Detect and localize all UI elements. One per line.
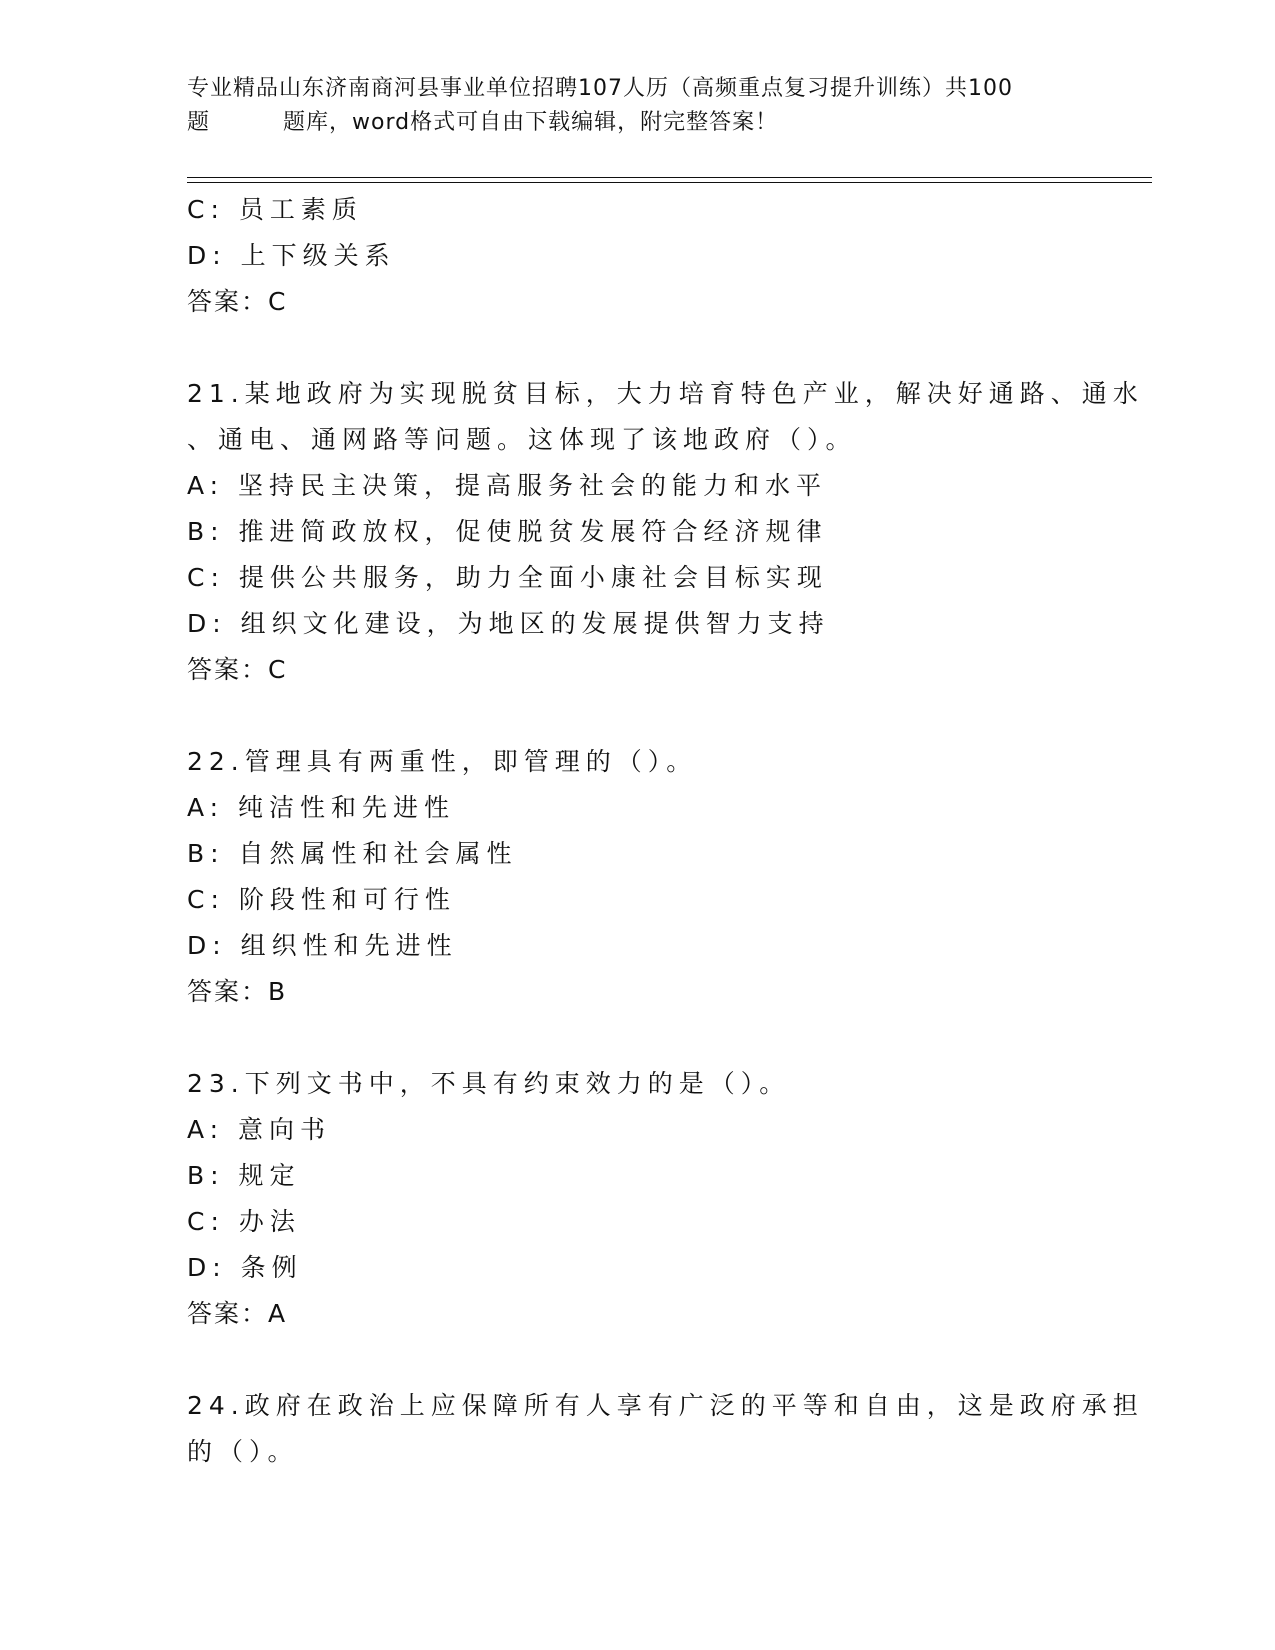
spacer [187,1337,1087,1383]
option-c: C: 提供公共服务，助力全面小康社会目标实现 [187,563,828,592]
spacer [187,693,1087,739]
option-a: A: 意向书 [187,1115,332,1144]
prev-answer: 答案：C [187,287,288,316]
question-22 [187,739,1087,1015]
option-d: D: 条例 [187,1253,303,1282]
header-divider-top [187,177,1152,178]
header-title-line2 [187,106,1087,140]
question-23 [187,1061,1087,1337]
header-divider-bottom [187,182,1152,183]
prev-option-c: C: 员工素质 [187,195,363,224]
question-stem: 22.管理具有两重性，即管理的（）。 [187,747,698,776]
question-stem: 23.下列文书中，不具有约束效力的是（）。 [187,1069,791,1098]
option-a: A: 坚持民主决策，提高服务社会的能力和水平 [187,471,828,500]
header-title-continuation: 题库，word格式可自由下载编辑，附完整答案！ [283,110,779,135]
question-21 [187,371,1144,693]
prev-option-d: D: 上下级关系 [187,241,396,270]
option-b: B: 自然属性和社会属性 [187,839,518,868]
option-c: C: 阶段性和可行性 [187,885,456,914]
option-a: A: 纯洁性和先进性 [187,793,456,822]
document-body [187,187,1144,1475]
question-stem-continued: 、通电、通网路等问题。这体现了该地政府（）。 [187,425,857,454]
option-b: B: 规定 [187,1161,301,1190]
option-d: D: 组织文化建设，为地区的发展提供智力支持 [187,609,830,638]
option-c: C: 办法 [187,1207,301,1236]
header-title-line1: 专业精品山东济南商河县事业单位招聘107人历（高频重点复习提升训练）共100 [187,76,1013,101]
question-stem: 21.某地政府为实现脱贫目标，大力培育特色产业，解决好通路、通水 [187,379,1144,408]
answer: 答案：C [187,655,288,684]
question-stem: 24.政府在政治上应保障所有人享有广泛的平等和自由，这是政府承担 [187,1391,1144,1420]
spacer [187,325,1087,371]
page-header [187,72,1087,140]
option-b: B: 推进简政放权，促使脱贫发展符合经济规律 [187,517,828,546]
option-d: D: 组织性和先进性 [187,931,458,960]
question-stem-continued: 的（）。 [187,1437,299,1466]
question-24 [187,1383,1144,1475]
header-title-fragment: 题 [187,110,211,135]
spacer [187,1015,1087,1061]
answer: 答案：B [187,977,288,1006]
answer: 答案：A [187,1299,288,1328]
